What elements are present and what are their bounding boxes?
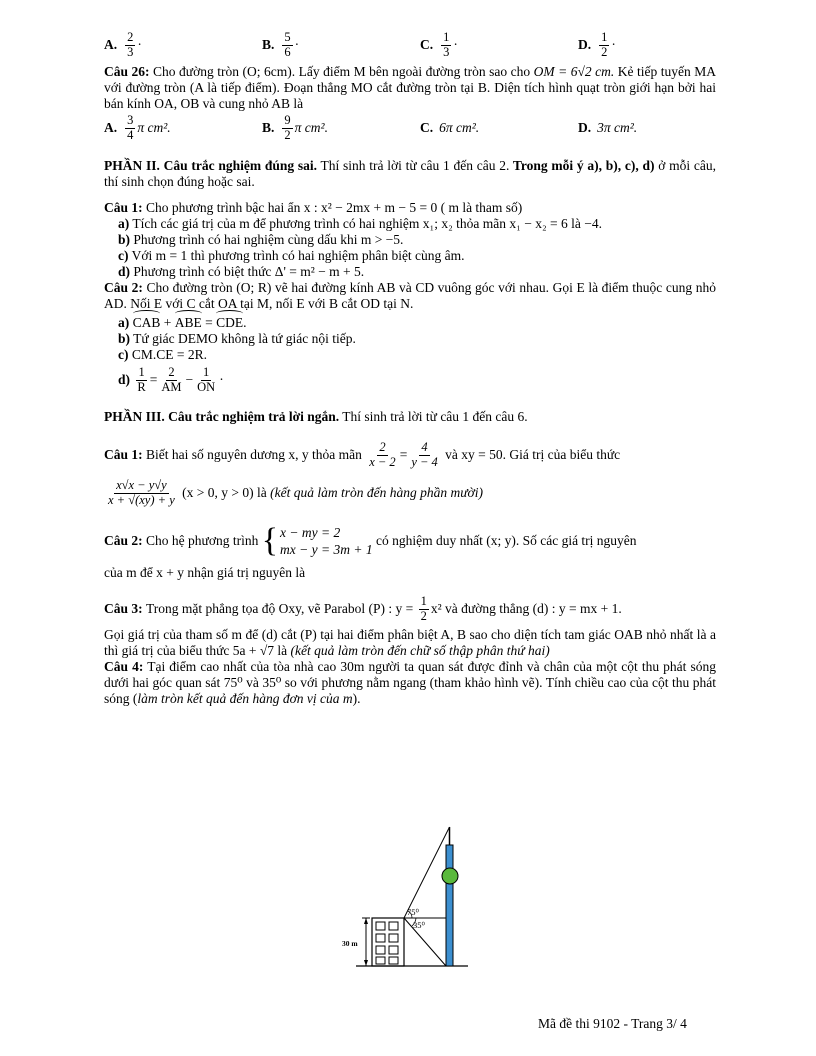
part3-q3-line1: Câu 3: Trong mặt phẳng tọa độ Oxy, vẽ Parabol (P) : y = $\frac{1}{2}$ x² và đường thẳng (d) : y = mx + 1. — [104, 594, 622, 623]
part2-q1-d: d) Phương trình có biệt thức Δ' = m² − m + 5. — [118, 264, 365, 279]
part2-q2-text: Câu 2: Cho đường tròn (O; R) vẽ hai đường kính AB và CD vuông góc với nhau. Gọi E là điểm thuộc cung nhỏ AD. Nối E với C cắt OA tại M, nối E với B cắt OD tại N. — [104, 280, 716, 311]
part2-q2-b: b) Tứ giác DEMO không là tứ giác nội tiếp. — [118, 331, 356, 346]
part3-q3-line2: Gọi giá trị của tham số m để (d) cắt (P) tại hai điểm phân biệt A, B sao cho diện tích tam giác OAB nhỏ nhất là a thì giá trị của biểu thức 5a + √7 là (kết quả làm tròn đến chữ số thập phân thứ hai) — [104, 627, 716, 658]
part3-q2-line2: của m để x + y nhận giá trị nguyên là — [104, 565, 306, 580]
q26-option-b: B. $\frac{9}{2}$ π cm². — [262, 113, 328, 142]
part2-q1-a: a) Tích các giá trị của m để phương trình có hai nghiệm x₁; x₂ thỏa mãn x₁ − x₂ = 6 là −4. — [118, 216, 603, 231]
q26-option-a: A. $\frac{3}{4}$ π cm². — [104, 113, 171, 142]
part2-heading: PHẦN II. Câu trắc nghiệm đúng sai. Thí sinh trả lời từ câu 1 đến câu 2. Trong mỗi ý a), b), c), d) ở mỗi câu, thí sinh chọn đúng hoặc sai. — [104, 158, 716, 189]
part3-q1-line1: Câu 1: Biết hai số nguyên dương x, y thỏa mãn $\frac{2}{x - 2}$ = $\frac{4}{y - 4}$ và xy = 50. Giá trị của biểu thức — [104, 440, 621, 469]
exam-page — [104, 30, 716, 707]
q26-option-d: D. 3π cm². — [578, 120, 638, 135]
sight-line-bottom — [404, 918, 446, 966]
height-label: 30 m — [342, 939, 358, 948]
part2-q1-text: Câu 1: Cho phương trình bậc hai ẩn x : x² − 2mx + m − 5 = 0 ( m là tham số) — [104, 200, 523, 215]
page-footer: Mã đề thi 9102 - Trang 3/ 4 — [538, 1016, 687, 1031]
tower-dish — [442, 868, 458, 884]
part3-q1-line2: $\frac{x√x - y√y}{x + √(xy) + y}$ (x > 0, y > 0) là (kết quả làm tròn đến hàng phần mười) — [108, 478, 484, 507]
angle-75-label: 75⁰ — [407, 907, 419, 917]
part2-q1-b: b) Phương trình có hai nghiệm cùng dấu khi m > −5. — [118, 232, 404, 247]
part2-q2-c: c) CM.CE = 2R. — [118, 347, 208, 362]
part3-q2-line1: Câu 2: Cho hệ phương trình { x − my = 2 mx − y = 3m + 1 có nghiệm duy nhất (x; y). Số các giá trị nguyên — [104, 522, 637, 559]
part3-heading: PHẦN III. Câu trắc nghiệm trả lời ngắn. Thí sinh trả lời từ câu 1 đến câu 6. — [104, 409, 528, 424]
q26-options — [104, 112, 716, 144]
tower-figure — [340, 825, 480, 975]
part2-q2-a: a) CAB + ABE = CDE. — [118, 315, 247, 330]
q25-options — [104, 30, 716, 60]
q25-option-d: D. $\frac{1}{2}$ · — [578, 30, 616, 59]
q25-option-c: C. $\frac{1}{3}$ · — [420, 30, 458, 59]
q26-text: Câu 26: Cho đường tròn (O; 6cm). Lấy điểm M bên ngoài đường tròn sao cho OM = 6√2 cm. Kẻ tiếp tuyến MA với đường tròn (A là tiếp điểm). Đoạn thẳng MO cắt đường tròn tại B. Diện tích hình quạt tròn giới hạn bởi hai bán kính OA, OB và cung nhỏ AB là — [104, 64, 717, 111]
tower — [446, 845, 453, 966]
angle-35-label: 35⁰ — [413, 920, 425, 930]
part3-q4-text: Câu 4: Tại điểm cao nhất của tòa nhà cao 30m người ta quan sát được đỉnh và chân của một cột thu phát sóng dưới hai góc quan sát 75⁰ và 35⁰ so với phương nằm ngang (tham khảo hình vẽ). Tính chiều cao của cột thu phát sóng (làm tròn kết quả đến hàng đơn vị của m). — [104, 659, 717, 706]
part2-q1-c: c) Với m = 1 thì phương trình có hai nghiệm phân biệt cùng âm. — [118, 248, 465, 263]
q26-option-c: C. 6π cm². — [420, 120, 480, 135]
q25-option-a: A. $\frac{2}{3}$ · — [104, 30, 142, 59]
part2-q2-d: d) $\frac{1}{R}$ = $\frac{2}{AM}$ − $\frac{1}{ON}$ · — [118, 365, 224, 394]
q25-option-b: B. $\frac{5}{6}$ · — [262, 30, 300, 59]
